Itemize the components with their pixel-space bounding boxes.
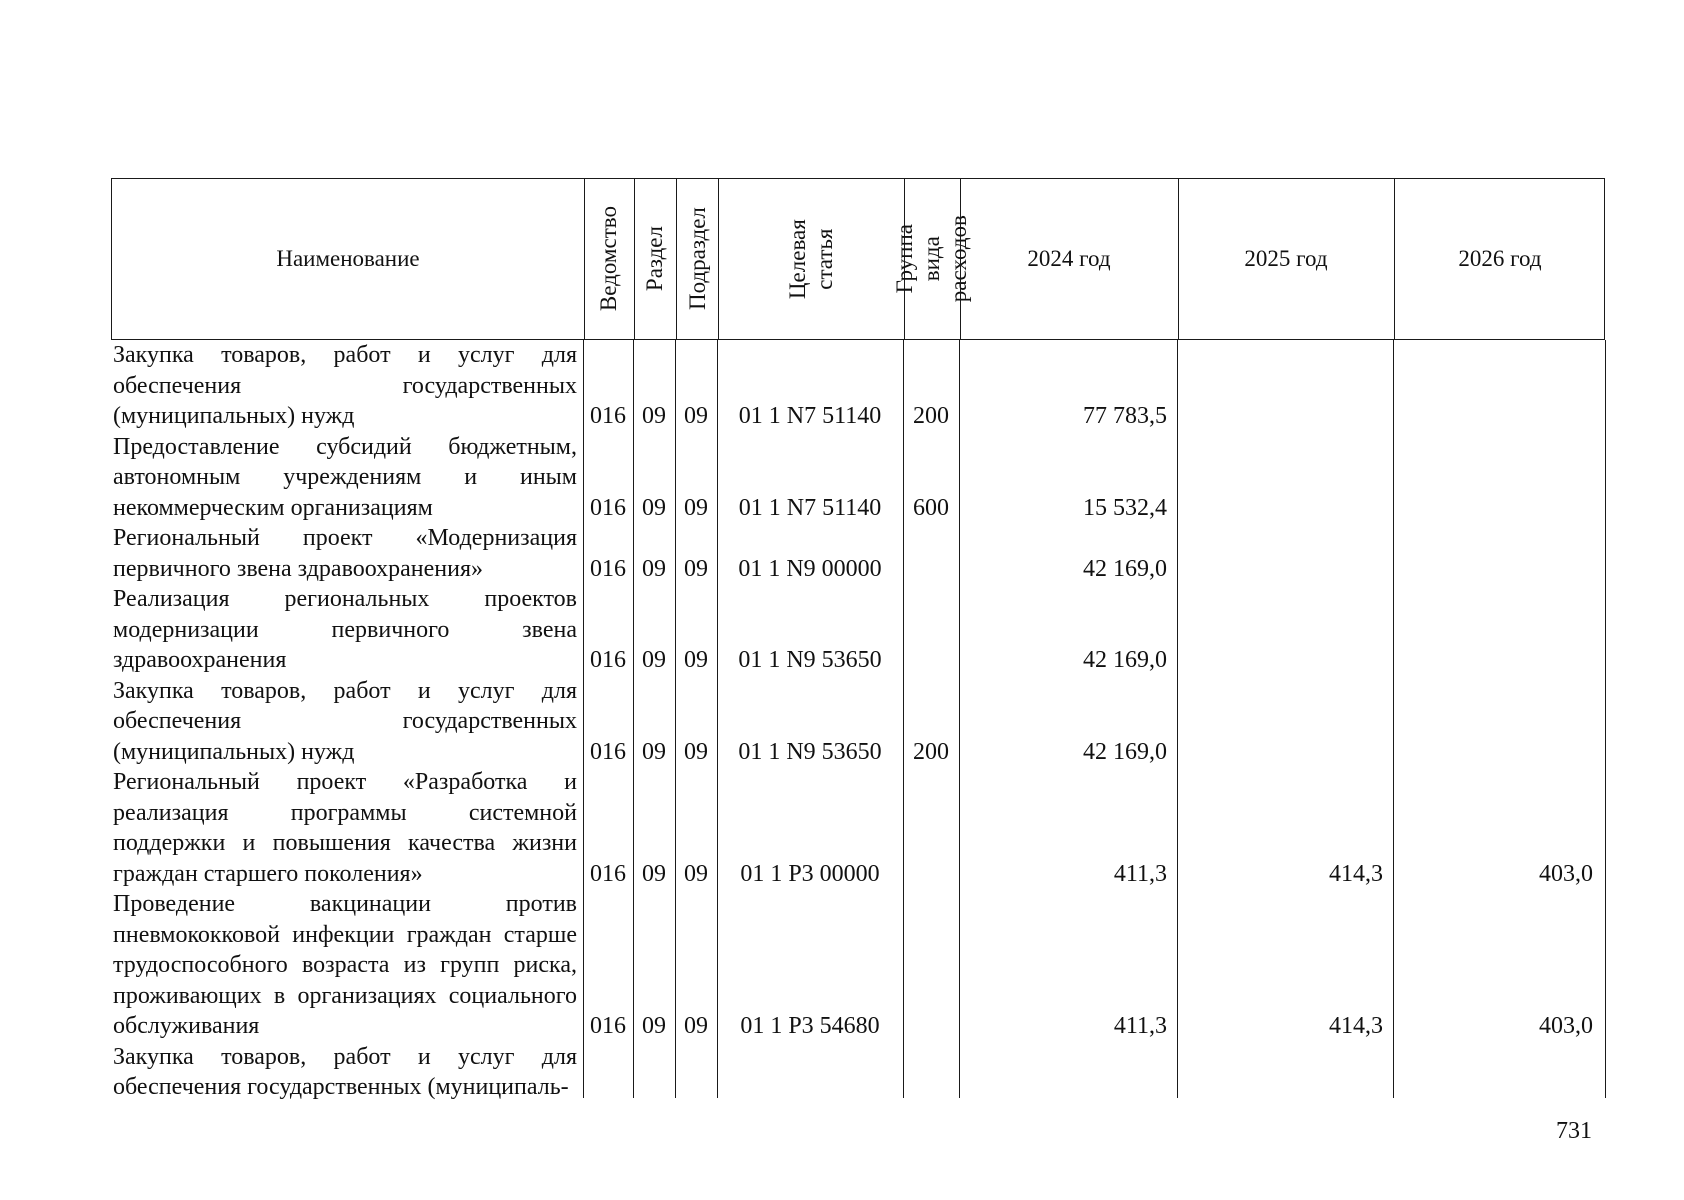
cell-year-2024: 411,3 bbox=[1113, 1013, 1167, 1039]
cell-year-2024: 42 169,0 bbox=[1083, 647, 1167, 673]
cell-subsection: 09 bbox=[684, 555, 708, 582]
cell-year-2026: 403,0 bbox=[1539, 860, 1593, 887]
cell-target-article: 01 1 N9 53650 bbox=[738, 738, 882, 765]
cell-section: 09 bbox=[642, 1013, 666, 1039]
cell-name: Реализация региональных проектов модернизации первичного звена здравоохранения bbox=[113, 586, 577, 673]
cell-department: 016 bbox=[590, 860, 626, 887]
table-row bbox=[111, 584, 1605, 676]
header-year-2024: 2024 год bbox=[1027, 246, 1111, 272]
header-section: Раздел bbox=[642, 226, 668, 292]
cell-name: Закупка товаров, работ и услуг для обеспечения государственных (муниципальных) нужд bbox=[113, 342, 577, 429]
cell-year-2024: 411,3 bbox=[1113, 860, 1167, 887]
cell-name: Закупка товаров, работ и услуг для обеспечения государственных (муниципаль- bbox=[113, 1043, 577, 1100]
cell-section: 09 bbox=[642, 860, 666, 887]
cell-expense-group: 200 bbox=[913, 403, 949, 429]
table-row bbox=[111, 767, 1605, 889]
cell-name: Проведение вакцинации против пневмококковой инфекции граждан старше трудоспособного возраста из групп риска, проживающих в организациях социального обслуживания bbox=[113, 891, 577, 1039]
cell-section: 09 bbox=[642, 403, 666, 429]
cell-target-article: 01 1 N7 51140 bbox=[738, 494, 882, 521]
cell-name: Региональный проект «Модернизация первичного звена здравоохранения» bbox=[113, 525, 577, 582]
cell-section: 09 bbox=[642, 738, 666, 765]
cell-target-article: 01 1 N9 00000 bbox=[738, 555, 882, 582]
cell-year-2024: 42 169,0 bbox=[1083, 555, 1167, 582]
header-department: Ведомство bbox=[596, 206, 622, 312]
cell-target-article: 01 1 P3 00000 bbox=[740, 860, 880, 887]
cell-department: 016 bbox=[590, 647, 626, 673]
header-name: Наименование bbox=[276, 246, 420, 272]
cell-department: 016 bbox=[590, 494, 626, 521]
header-expense-group: Группа вида расходов bbox=[892, 215, 972, 303]
cell-department: 016 bbox=[590, 738, 626, 765]
cell-subsection: 09 bbox=[684, 738, 708, 765]
cell-section: 09 bbox=[642, 494, 666, 521]
cell-target-article: 01 1 P3 54680 bbox=[740, 1013, 880, 1039]
cell-department: 016 bbox=[590, 1013, 626, 1039]
cell-target-article: 01 1 N7 51140 bbox=[738, 403, 882, 429]
table-header bbox=[111, 178, 1605, 340]
page-number: 731 bbox=[1556, 1118, 1592, 1144]
cell-subsection: 09 bbox=[684, 403, 708, 429]
table-row bbox=[111, 889, 1605, 1042]
table-row bbox=[111, 1042, 1605, 1103]
header-year-2025: 2025 год bbox=[1244, 246, 1328, 272]
cell-subsection: 09 bbox=[684, 1013, 708, 1039]
table-body bbox=[111, 340, 1605, 1103]
cell-target-article: 01 1 N9 53650 bbox=[738, 647, 882, 673]
cell-name: Региональный проект «Разработка и реализация программы системной поддержки и повышения качества жизни граждан старшего поколения» bbox=[113, 769, 577, 887]
header-subsection: Подраздел bbox=[684, 207, 710, 311]
cell-department: 016 bbox=[590, 403, 626, 429]
table-row bbox=[111, 432, 1605, 524]
cell-section: 09 bbox=[642, 555, 666, 582]
cell-name: Предоставление субсидий бюджетным, автономным учреждениям и иным некоммерческим организациям bbox=[113, 433, 577, 521]
cell-year-2024: 15 532,4 bbox=[1083, 494, 1167, 521]
cell-department: 016 bbox=[590, 555, 626, 582]
cell-year-2024: 77 783,5 bbox=[1083, 403, 1167, 429]
cell-subsection: 09 bbox=[684, 494, 708, 521]
cell-subsection: 09 bbox=[684, 860, 708, 887]
cell-section: 09 bbox=[642, 647, 666, 673]
cell-expense-group: 600 bbox=[913, 494, 949, 521]
cell-year-2026: 403,0 bbox=[1539, 1013, 1593, 1039]
cell-year-2025: 414,3 bbox=[1329, 1013, 1383, 1039]
table-row bbox=[111, 523, 1605, 584]
table-row bbox=[111, 676, 1605, 768]
cell-year-2024: 42 169,0 bbox=[1083, 738, 1167, 765]
cell-expense-group: 200 bbox=[913, 738, 949, 765]
table-row bbox=[111, 340, 1605, 432]
cell-year-2025: 414,3 bbox=[1329, 860, 1383, 887]
cell-name: Закупка товаров, работ и услуг для обеспечения государственных (муниципальных) нужд bbox=[113, 677, 577, 765]
header-year-2026: 2026 год bbox=[1458, 246, 1542, 272]
cell-subsection: 09 bbox=[684, 647, 708, 673]
budget-table bbox=[111, 178, 1605, 1098]
header-target-article: Целевая статья bbox=[784, 219, 837, 299]
